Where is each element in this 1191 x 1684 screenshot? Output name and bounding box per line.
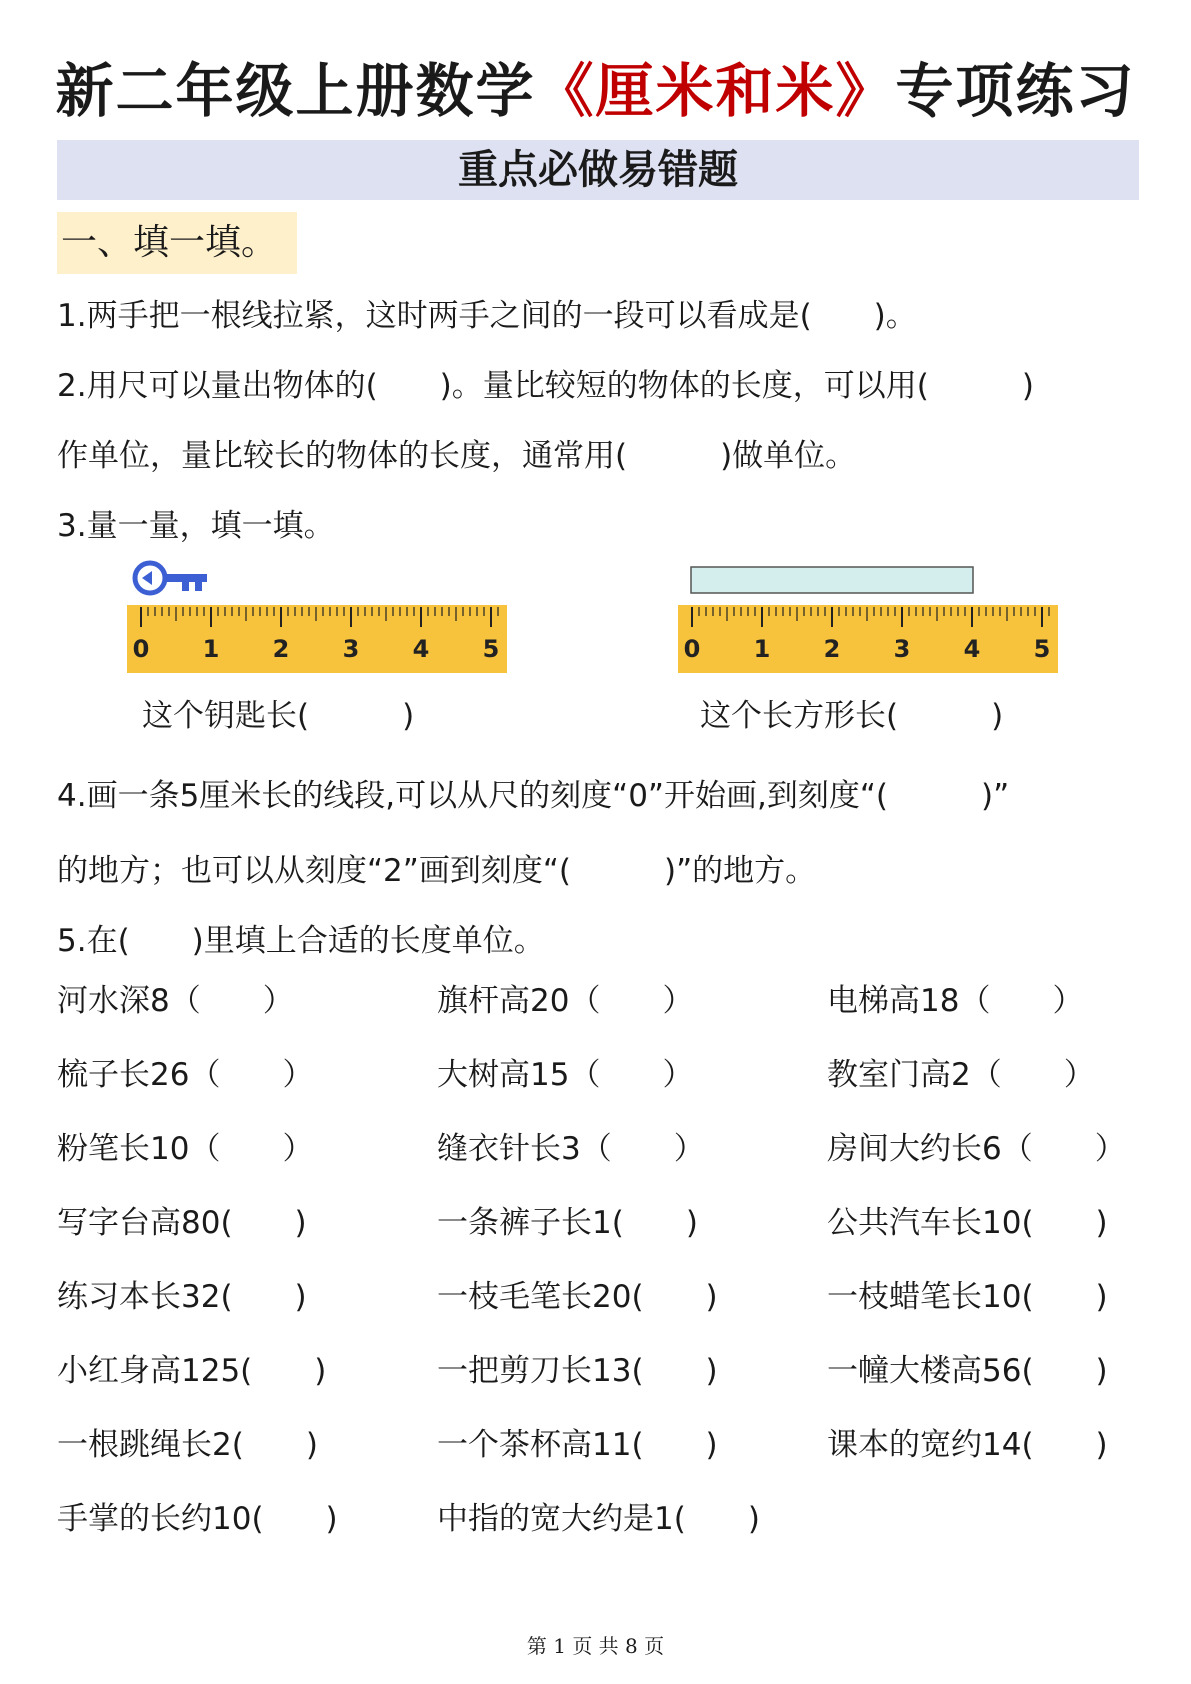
key-caption: 这个钥匙长( ) — [142, 698, 415, 734]
unit-item: 小红身高125( ) — [57, 1353, 327, 1389]
unit-item: 课本的宽约14( ) — [827, 1427, 1108, 1463]
subtitle-banner: 重点必做易错题 — [57, 140, 1139, 200]
unit-item: 中指的宽大约是1( ) — [437, 1501, 760, 1537]
unit-item: 粉笔长10（ ） — [57, 1131, 314, 1167]
ruler-number: 3 — [893, 635, 911, 663]
unit-item: 公共汽车长10( ) — [827, 1205, 1108, 1241]
key-ruler-figure — [120, 555, 520, 675]
question-4-line-2: 的地方；也可以从刻度“2”画到刻度“( )”的地方。 — [57, 853, 817, 889]
unit-item: 梳子长26（ ） — [57, 1057, 314, 1093]
unit-item: 一条裤子长1( ) — [437, 1205, 698, 1241]
question-3: 3.量一量，填一填。 — [57, 508, 335, 544]
ruler-number: 4 — [412, 635, 430, 663]
key-icon — [135, 563, 207, 593]
question-2-line-2: 作单位，量比较长的物体的长度，通常用( )做单位。 — [57, 438, 857, 474]
unit-item: 一把剪刀长13( ) — [437, 1353, 718, 1389]
title-suffix: 专项练习 — [895, 57, 1136, 125]
unit-item: 写字台高80( ) — [57, 1205, 307, 1241]
question-2-line-1: 2.用尺可以量出物体的( )。量比较短的物体的长度，可以用( ) — [57, 368, 1034, 404]
rect-ruler-figure — [675, 555, 1075, 675]
ruler-number: 4 — [963, 635, 981, 663]
ruler-body — [127, 605, 507, 673]
ruler-number: 1 — [753, 635, 771, 663]
unit-item: 一幢大楼高56( ) — [827, 1353, 1108, 1389]
section-heading: 一、填一填。 — [57, 212, 297, 274]
unit-item: 电梯高18（ ） — [827, 983, 1084, 1019]
ruler-number: 0 — [132, 635, 150, 663]
unit-item: 练习本长32( ) — [57, 1279, 307, 1315]
ruler-number: 2 — [272, 635, 290, 663]
unit-item: 大树高15（ ） — [437, 1057, 694, 1093]
unit-item: 一枝蜡笔长10( ) — [827, 1279, 1108, 1315]
ruler-number: 2 — [823, 635, 841, 663]
ruler-right — [678, 605, 1058, 673]
ruler-number: 1 — [202, 635, 220, 663]
question-4-line-1: 4.画一条5厘米长的线段,可以从尺的刻度“0”开始画,到刻度“( )” — [57, 778, 1010, 814]
rect-caption: 这个长方形长( ) — [700, 698, 1004, 734]
unit-item: 房间大约长6（ ） — [827, 1131, 1126, 1167]
unit-item: 手掌的长约10( ) — [57, 1501, 338, 1537]
page-footer: 第 1 页 共 8 页 — [526, 1634, 665, 1658]
question-5: 5.在( )里填上合适的长度单位。 — [57, 923, 545, 959]
ruler-number: 5 — [482, 635, 500, 663]
ruler-number: 5 — [1033, 635, 1051, 663]
unit-item: 一个茶杯高11( ) — [437, 1427, 718, 1463]
question-1: 1.两手把一根线拉紧，这时两手之间的一段可以看成是( )。 — [57, 298, 917, 334]
title-text: 新二年级上册数学 — [55, 57, 536, 125]
unit-item: 教室门高2（ ） — [827, 1057, 1095, 1093]
ruler-number: 0 — [683, 635, 701, 663]
unit-item: 旗杆高20（ ） — [437, 983, 694, 1019]
ruler-left — [127, 605, 507, 673]
title-highlight: 《厘米和米》 — [535, 57, 896, 125]
ruler-number: 3 — [342, 635, 360, 663]
rectangle-shape — [691, 567, 973, 593]
unit-item: 缝衣针长3（ ） — [437, 1131, 705, 1167]
ruler-body — [678, 605, 1058, 673]
unit-item: 河水深8（ ） — [57, 983, 294, 1019]
unit-item: 一根跳绳长2( ) — [57, 1427, 318, 1463]
unit-item: 一枝毛笔长20( ) — [437, 1279, 718, 1315]
page-title — [0, 44, 1191, 128]
